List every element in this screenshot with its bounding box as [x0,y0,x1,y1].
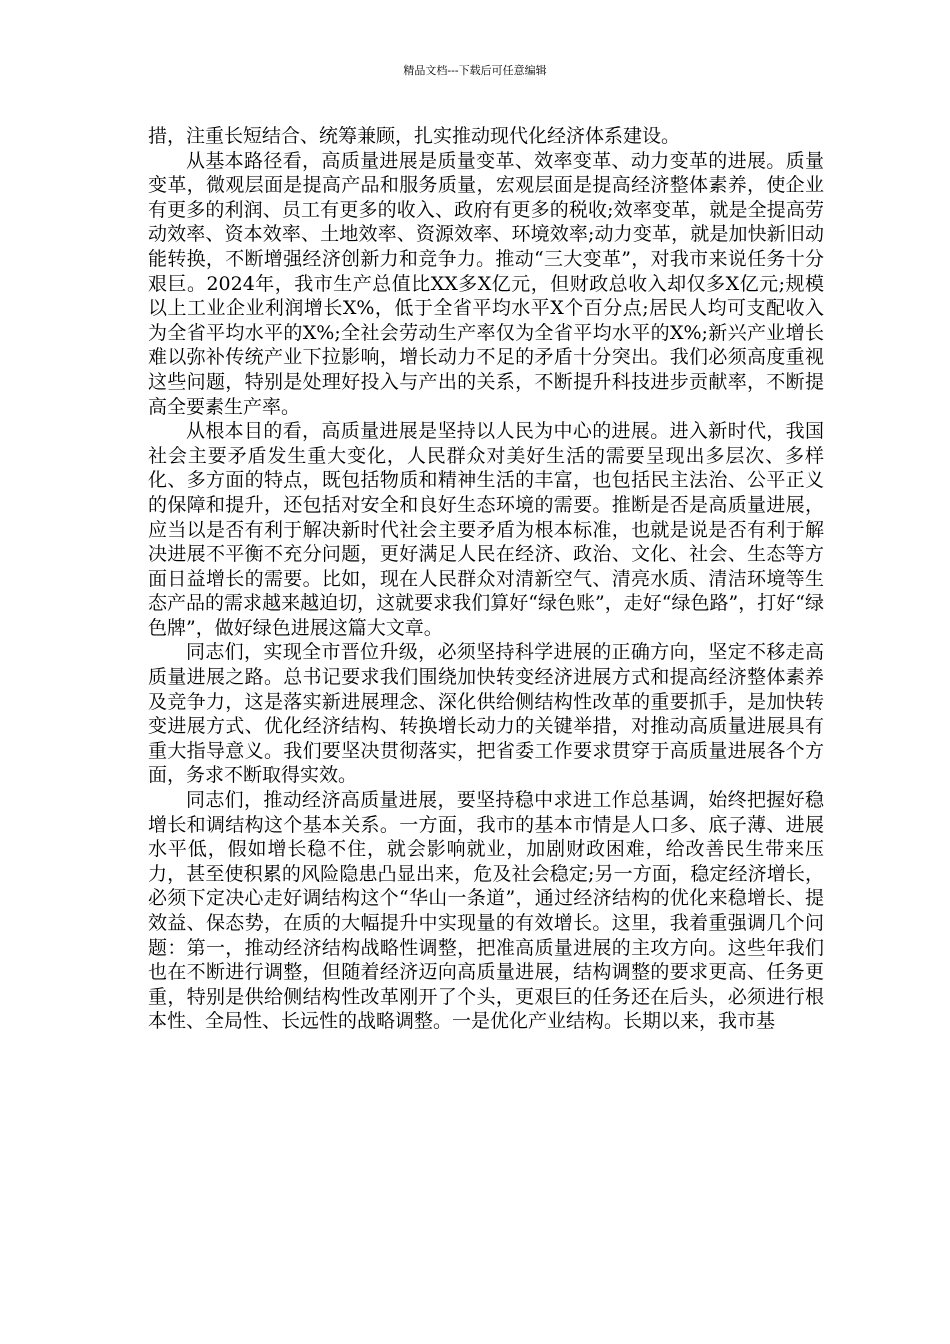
page-header: 精品文档---下载后可任意编辑 [403,64,547,77]
paragraph-stable-growth: 同志们，推动经济高质量进展，要坚持稳中求进工作总基调，始终把握好稳增长和调结构这个基本关系。一方面，我市的基本市情是人口多、底子薄、进展水平低，假如增长稳不住，就会影响就业，加剧财政困难，给改善民生带来压力，甚至使积累的风险隐患凸显出来，危及社会稳定;另一方面，稳定经济增长，必须下定决心走好调结构这个“华山一条道”，通过经济结构的优化来稳增长、提效益、保态势，在质的大幅提升中实现量的有效增长。这里，我着重强调几个问题：第一，推动经济结构战略性调整，把准高质量进展的主攻方向。这些年我们也在不断进行调整，但随着经济迈向高质量进展，结构调整的要求更高、任务更重，特别是供给侧结构性改革刚开了个头，更艰巨的任务还在后头，必须进行根本性、全局性、长远性的战略调整。一是优化产业结构。长期以来，我市基 [148,789,824,1033]
paragraph-scientific-direction: 同志们，实现全市晋位升级，必须坚持科学进展的正确方向，坚定不移走高质量进展之路。总书记要求我们围绕加快转变经济进展方式和提高经济整体素养及竞争力，这是落实新进展理念、深化供给侧结构性改革的重要抓手，是加快转变进展方式、优化经济结构、转换增长动力的关键举措，对推动高质量进展具有重大指导意义。我们要坚决贯彻落实，把省委工作要求贯穿于高质量进展各个方面，务求不断取得实效。 [148,641,824,787]
document-body [148,124,824,1034]
paragraph-fundamental-purpose: 从根本目的看，高质量进展是坚持以人民为中心的进展。进入新时代，我国社会主要矛盾发生重大变化，人民群众对美好生活的需要呈现出多层次、多样化、多方面的特点，既包括物质和精神生活的丰富，也包括民主法治、公平正义的保障和提升，还包括对安全和良好生态环境的需要。推断是否是高质量进展，应当以是否有利于解决新时代社会主要矛盾为根本标准，也就是说是否有利于解决进展不平衡不充分问题，更好满足人民在经济、政治、文化、社会、生态等方面日益增长的需要。比如，现在人民群众对清新空气、清亮水质、清洁环境等生态产品的需求越来越迫切，这就要求我们算好“绿色账”，走好“绿色路”，打好“绿色牌”，做好绿色进展这篇大文章。 [148,420,824,639]
paragraph-continuation: 措，注重长短结合、统筹兼顾，扎实推动现代化经济体系建设。 [148,125,681,147]
paragraph-basic-path: 从基本路径看，高质量进展是质量变革、效率变革、动力变革的进展。质量变革，微观层面是提高产品和服务质量，宏观层面是提高经济整体素养，使企业有更多的利润、员工有更多的收入、政府有更多的税收;效率变革，就是全提高劳动效率、资本效率、土地效率、资源效率、环境效率;动力变革，就是加快新旧动能转换，不断增强经济创新力和竞争力。推动“三大变革”，对我市来说任务十分艰巨。2024年，我市生产总值比XX多X亿元，但财政总收入却仅多X亿元;规模以上工业企业利润增长X%，低于全省平均水平X个百分点;居民人均可支配收入为全省平均水平的X%;全社会劳动生产率仅为全省平均水平的X%;新兴产业增长难以弥补传统产业下拉影响，增长动力不足的矛盾十分突出。我们必须高度重视这些问题，特别是处理好投入与产出的关系，不断提升科技进步贡献率，不断提高全要素生产率。 [148,149,824,418]
